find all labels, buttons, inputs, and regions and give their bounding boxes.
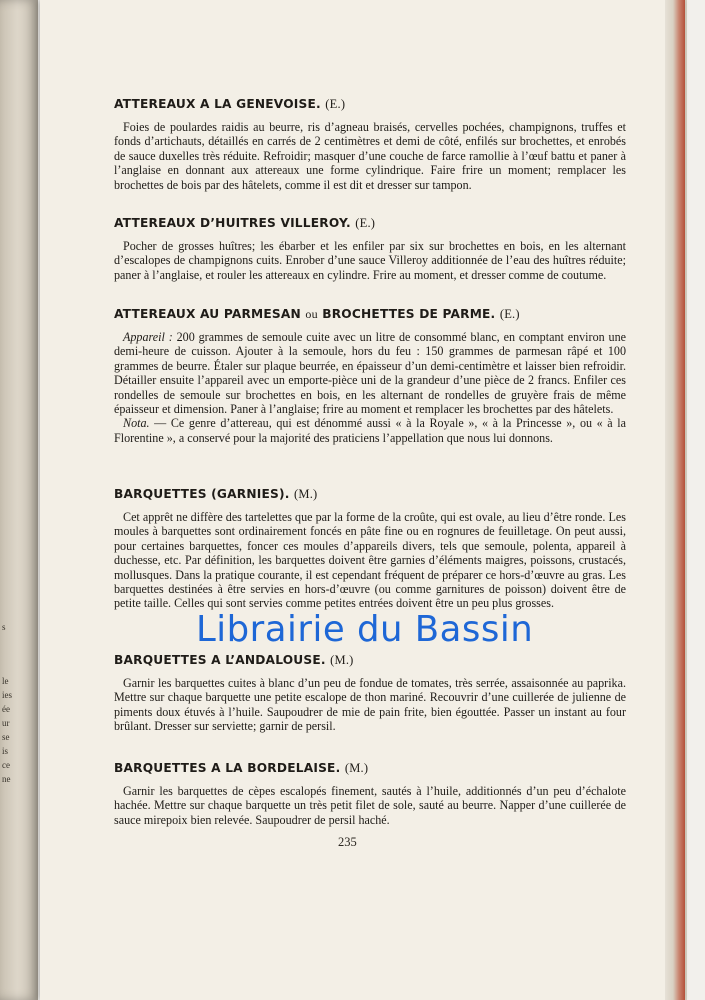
left-fragment: ne: [2, 774, 11, 784]
recipe-source: (E.): [325, 97, 346, 111]
recipe-alt-title: BROCHETTES DE PARME.: [322, 307, 496, 321]
recipe-attereaux-genevoise: [114, 96, 626, 192]
recipe-title: ATTEREAUX AU PARMESAN: [114, 307, 301, 321]
paragraph-lead: Appareil :: [123, 330, 173, 344]
recipe-title: BARQUETTES A L’ANDALOUSE.: [114, 653, 326, 667]
page-number: 235: [338, 835, 357, 849]
page-edge: [665, 0, 685, 1000]
recipe-source: (M.): [330, 653, 354, 667]
recipe-heading: [114, 215, 626, 232]
recipe-barquettes-bordelaise: [114, 760, 626, 827]
left-page-text-fragments: [2, 620, 28, 786]
paragraph-body: 200 grammes de semoule cuite avec un litre de consommé blanc, en comptant environ une demi-heure de cuisson. Ajouter à la semoule, hors du feu : 150 grammes de parmesan râpé et 100 grammes de beurre. Étaler sur plaque beurrée, en épaisseur d’un demi-centimètre et laisser bien refroidir. Détailler ensuite l’appareil avec un emporte-pièce uni de la grandeur d’une pièce de 2 francs. Enfiler ces rondelles de semoule sur brochettes en bois, en les alternant de rondelles de gruyère frais de même épaisseur et dimension. Paner à l’anglaise; frire au moment et remplacer les brochettes par des hâtelets.: [114, 330, 626, 417]
recipe-title: ATTEREAUX D’HUITRES VILLEROY.: [114, 216, 351, 230]
left-fragment: s: [2, 622, 6, 632]
recipe-heading: [114, 96, 626, 113]
recipe-title: ATTEREAUX A LA GENEVOISE.: [114, 97, 321, 111]
recipe-source: (M.): [294, 487, 318, 501]
recipe-title: BARQUETTES A LA BORDELAISE.: [114, 761, 341, 775]
recipe-note: [114, 416, 626, 445]
left-fragment: ur: [2, 718, 10, 728]
left-fragment: se: [2, 732, 10, 742]
left-fragment: ce: [2, 760, 10, 770]
left-fragment: is: [2, 746, 9, 756]
recipe-paragraph: Foies de poulardes raidis au beurre, ris d’agneau braisés, cervelles pochées, champignons, truffes et fonds d’artichauts, détaillés en carrés de 2 centimètres et demi de côté, enfilés sur brochettes, et enrobés de sauce duxelles très réduite. Refroidir; masquer d’une couche de farce ramollie à l’œuf battu et paner à l’anglaise en donnant aux attereaux une forme cylindrique. Faire frire un moment; remplacer les brochettes de bois par des hâtelets, comme il est dit et dresser sur tampon.: [114, 120, 626, 192]
recipe-source: (E.): [355, 216, 376, 230]
recipe-heading: [114, 760, 626, 777]
recipe-paragraph: [114, 330, 626, 416]
recipe-paragraph: Garnir les barquettes de cèpes escalopés finement, sautés à l’huile, additionnés d’un peu d’échalote hachée. Mettre sur chaque barquette un très petit filet de sole, sauté au beurre. Napper d’une cuillerée de sauce mirepoix bien relevée. Saupoudrer de persil haché.: [114, 784, 626, 827]
left-page-margin: [0, 0, 38, 1000]
recipe-paragraph: Cet apprêt ne diffère des tartelettes que par la forme de la croûte, qui est ovale, au lieu d’être ronde. Les moules à barquettes sont ordinairement foncés en pâte fine ou en rognures de feuilletage. On peut aussi, pour certaines barquettes, foncer ces moules d’appareils divers, tels que semoule, polenta, appareil à duchesse, etc. Par définition, les barquettes doivent être garnies d’éléments maigres, poissons, crustacés, mollusques. Dans la pratique courante, il est cependant fréquent de préparer ce hors-d’œuvre au gras. Les barquettes destinées à être servies en hors-d’œuvre (ou comme garnitures de poisson) doivent être de petite taille. Celles qui sont servies comme petites entrées doivent être un peu plus grosses.: [114, 510, 626, 611]
recipe-attereaux-parmesan: [114, 306, 626, 445]
recipe-paragraph: Pocher de grosses huîtres; les ébarber et les enfiler par six sur brochettes en bois, en les alternant d’escalopes de champignons cuits. Enrober d’une sauce Villeroy additionnée de l’eau des huîtres réduite; paner à l’anglaise, et rouler les attereaux en cylindre. Frire au moment, et dresser comme de coutume.: [114, 239, 626, 282]
recipe-title-joiner: ou: [305, 307, 318, 321]
recipe-source: (M.): [344, 761, 369, 775]
left-fragment: ée: [2, 704, 10, 714]
book-page: [40, 0, 685, 1000]
left-fragment: ies: [2, 690, 12, 700]
recipe-title: BARQUETTES (GARNIES).: [114, 487, 290, 501]
recipe-barquettes-garnies: [114, 486, 626, 611]
recipe-barquettes-andalouse: [114, 652, 626, 734]
recipe-heading: [114, 306, 626, 323]
recipe-heading: [114, 652, 626, 669]
recipe-source: (E.): [499, 307, 520, 321]
left-fragment: le: [2, 676, 9, 686]
recipe-paragraph: Garnir les barquettes cuites à blanc d’un peu de fondue de tomates, très serrée, assaisonnée au paprika. Mettre sur chaque barquette une petite escalope de thon mariné. Recouvrir d’une cuillerée de julienne de piments doux étuvés à l’huile. Saupoudrer de mie de pain frite, bien égouttée. Passer un instant au four brûlant. Dresser sur serviette; garnir de persil.: [114, 676, 626, 734]
recipe-heading: [114, 486, 626, 503]
watermark: Librairie du Bassin: [196, 609, 534, 650]
recipe-attereaux-huitres-villeroy: [114, 215, 626, 282]
note-body: — Ce genre d’attereau, qui est dénommé aussi « à la Royale », « à la Princesse », ou « à la Florentine », a conservé pour la majorité des praticiens l’appellation que nous lui donnons.: [114, 416, 626, 445]
note-lead: Nota.: [123, 416, 150, 431]
